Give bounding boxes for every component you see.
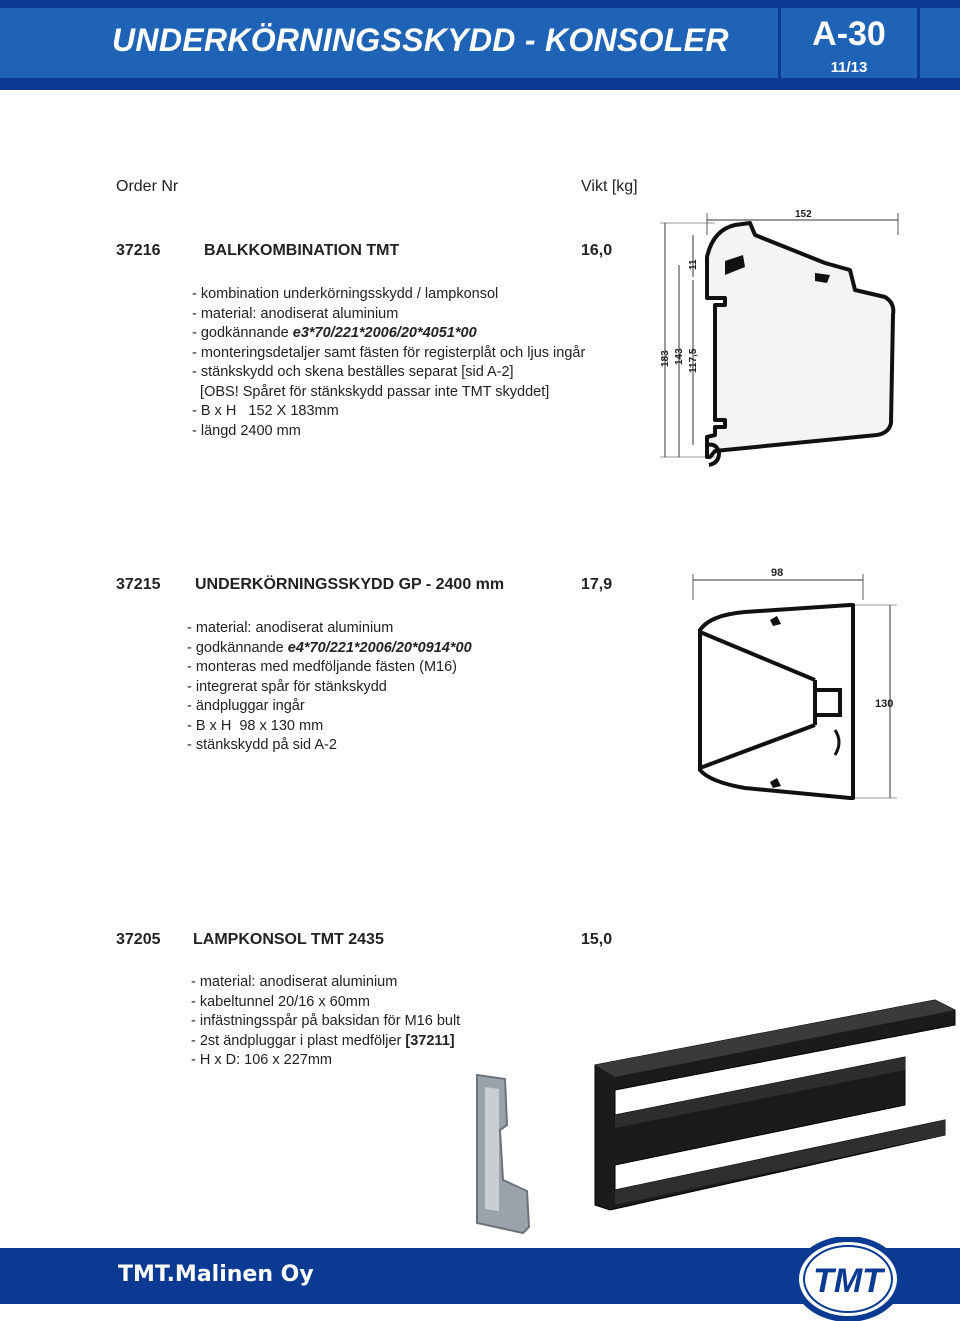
spec-line: - H x D: 106 x 227mm [191, 1052, 333, 1068]
product-2-specs [187, 619, 472, 756]
product-2-nr: 37215 [116, 576, 161, 593]
product-3-profile-picture [465, 995, 960, 1247]
product-3-weight: 15,0 [581, 931, 613, 948]
tmt-logo [793, 1237, 903, 1321]
spec-label: - godkännande [187, 639, 288, 656]
product-3-specs [191, 973, 460, 1071]
spec-line: - kombination underkörningsskydd / lampkonsol [192, 286, 499, 302]
dim-width-152: 152 [795, 209, 812, 220]
spec-line: - ändpluggar ingår [187, 698, 305, 714]
dim-h-183: 183 [660, 350, 671, 367]
product-1-profile-drawing [655, 195, 960, 480]
dim-h-11: 11 [688, 259, 699, 270]
spec-line: - infästningsspår på baksidan för M16 bult [191, 1013, 461, 1029]
product-1-specs [192, 285, 585, 441]
spec-line: - kabeltunnel 20/16 x 60mm [191, 993, 370, 1010]
spec-line [191, 1032, 460, 1052]
page-number: 11/13 [830, 59, 868, 76]
product-1-nr: 37216 [116, 242, 161, 259]
product-2-weight: 17,9 [581, 576, 613, 593]
spec-line: - material: anodiserat aluminium [191, 974, 398, 990]
spec-line: - längd 2400 mm [192, 422, 301, 439]
spec-line: - monteringsdetaljer samt fästen för registerplåt och ljus ingår [192, 344, 586, 361]
dim-h-143: 143 [674, 348, 685, 365]
approval-code: e4*70/221*2006/20*0914*00 [287, 639, 472, 656]
spec-line: [OBS! Spåret för stänkskydd passar inte TMT skyddet] [192, 383, 550, 400]
related-article: [37211] [405, 1032, 455, 1049]
spec-line [187, 639, 472, 659]
product-2-name: UNDERKÖRNINGSSKYDD GP - 2400 mm [195, 576, 505, 593]
order-nr-label: Order Nr [116, 178, 179, 195]
dim-width-98: 98 [771, 567, 784, 579]
spec-line: - monteras med medföljande fästen (M16) [187, 659, 457, 675]
spec-line: - stänkskydd på sid A-2 [187, 737, 337, 753]
spec-label: - godkännande [192, 325, 293, 341]
product-1-name: BALKKOMBINATION TMT [204, 242, 400, 259]
spec-line: - material: anodiserat aluminium [187, 620, 394, 636]
logo-text: TMT [813, 1262, 883, 1300]
product-2-profile-drawing [685, 560, 960, 810]
spec-line: - integrerat spår för stänkskydd [187, 678, 387, 695]
product-3-nr: 37205 [116, 931, 161, 948]
spec-line: - B x H 98 x 130 mm [187, 717, 324, 734]
spec-line: - B x H 152 X 183mm [192, 403, 339, 419]
page-title: UNDERKÖRNINGSSKYDD - KONSOLER [112, 22, 729, 58]
product-1-weight: 16,0 [581, 242, 613, 259]
dim-h-117: 117,5 [688, 348, 699, 373]
weight-label: Vikt [kg] [581, 178, 638, 195]
spec-line: - material: anodiserat aluminium [192, 305, 399, 322]
product-3-name: LAMPKONSOL TMT 2435 [193, 931, 384, 948]
dim-height-130: 130 [875, 698, 894, 710]
company-name: TMT.Malinen Oy [118, 1262, 314, 1287]
spec-line: - stänkskydd och skena beställes separat [sid A-2] [192, 364, 514, 380]
section-code: A-30 [812, 15, 886, 53]
spec-label: - 2st ändpluggar i plast medföljer [191, 1032, 406, 1049]
spec-line [192, 324, 585, 344]
approval-code: e3*70/221*2006/20*4051*00 [292, 325, 477, 341]
header-stripe [920, 8, 960, 78]
